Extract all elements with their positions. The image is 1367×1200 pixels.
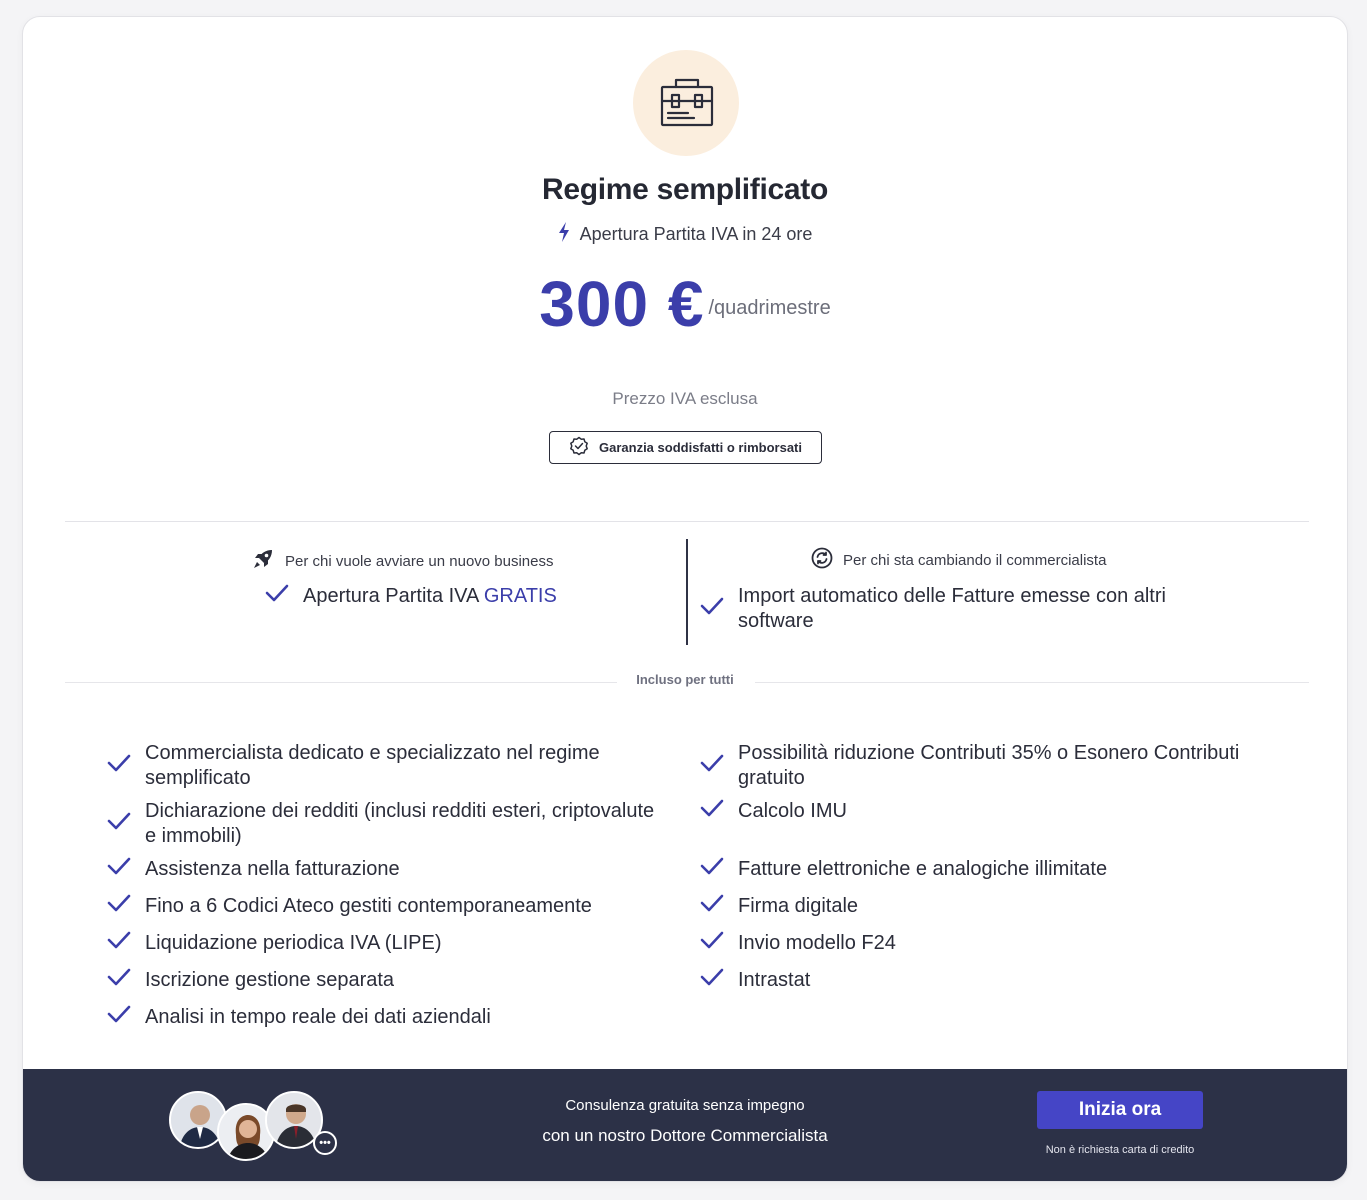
section-divider: [65, 521, 1309, 522]
check-icon: [265, 584, 289, 609]
plan-subtitle: [23, 222, 1347, 247]
subtitle-text: Apertura Partita IVA in 24 ore: [579, 224, 813, 244]
check-icon: [107, 812, 131, 837]
check-icon: [700, 857, 724, 882]
feature-text: Calcolo IMU: [738, 800, 847, 822]
check-icon: [700, 754, 724, 779]
feature-item: [107, 894, 665, 919]
feature-item: [700, 741, 1258, 791]
footer-bar: [23, 1069, 1347, 1182]
price-row: [23, 268, 1347, 340]
segment-right-item-line1: Import automatico delle Fatture emesse con altri: [738, 585, 1166, 607]
segment-divider: [686, 539, 688, 645]
rocket-icon: [251, 547, 275, 575]
check-icon: [700, 894, 724, 919]
segment-switch-accountant-heading: [811, 547, 1106, 573]
segment-right-item: [700, 584, 1166, 634]
feature-text: Assistenza nella fatturazione: [145, 858, 400, 880]
check-icon: [107, 931, 131, 956]
consultation-line2: con un nostro Dottore Commercialista: [542, 1126, 828, 1145]
vat-note: Prezzo IVA esclusa: [612, 389, 758, 408]
feature-item: [107, 1005, 665, 1030]
feature-item: [107, 799, 665, 849]
segment-new-business-heading: [251, 547, 554, 575]
check-icon: [700, 931, 724, 956]
start-now-button[interactable]: Inizia ora: [1037, 1091, 1203, 1129]
feature-text: Fino a 6 Codici Ateco gestiti contemporaneamente: [145, 895, 592, 917]
feature-item: [107, 968, 665, 993]
feature-text: Iscrizione gestione separata: [145, 969, 395, 991]
feature-text: Invio modello F24: [738, 932, 896, 954]
feature-text: Dichiarazione dei redditi (inclusi redditi esteri, criptovalute e immobili): [145, 800, 655, 847]
check-icon: [700, 597, 724, 622]
feature-text: Possibilità riduzione Contributi 35% o Esonero Contributi gratuito: [738, 742, 1240, 789]
segment-heading-text: Per chi vuole avviare un nuovo business: [285, 552, 554, 570]
feature-text: Firma digitale: [738, 895, 859, 917]
feature-text: Analisi in tempo reale dei dati aziendali: [145, 1006, 491, 1028]
guarantee-text: Garanzia soddisfatti o rimborsati: [599, 440, 802, 455]
plan-title: Regime semplificato: [541, 173, 829, 206]
verified-badge-icon: [569, 436, 589, 459]
feature-item: [107, 857, 665, 882]
feature-text: Liquidazione periodica IVA (LIPE): [145, 932, 442, 954]
feature-text: Fatture elettroniche e analogiche illimitate: [738, 858, 1108, 880]
feature-item: [700, 857, 1258, 882]
lightning-icon: [558, 222, 570, 247]
check-icon: [107, 754, 131, 779]
price-amount: 300 €: [539, 268, 705, 340]
feature-item: [700, 894, 1258, 919]
check-icon: [107, 857, 131, 882]
check-icon: [107, 1005, 131, 1030]
feature-text: Commercialista dedicato e specializzato nel regime semplificato: [145, 742, 600, 789]
consultation-line1: Consulenza gratuita senza impegno: [565, 1097, 805, 1114]
price-period: /quadrimestre: [708, 297, 831, 319]
feature-item: [700, 799, 1258, 824]
segment-left-item: [265, 584, 557, 609]
no-credit-card-note: Non è richiesta carta di credito: [1045, 1144, 1195, 1156]
segment-heading-text: Per chi sta cambiando il commercialista: [843, 551, 1107, 569]
feature-item: [107, 931, 665, 956]
feature-text: Intrastat: [738, 969, 811, 991]
check-icon: [107, 968, 131, 993]
segment-left-item-text: Apertura Partita IVA: [303, 585, 479, 607]
check-icon: [700, 968, 724, 993]
feature-item: [700, 931, 1258, 956]
check-icon: [107, 894, 131, 919]
pricing-card: [22, 16, 1348, 1182]
more-advisors-icon: •••: [313, 1131, 337, 1155]
feature-item: [107, 741, 665, 791]
gratis-highlight: GRATIS: [483, 585, 557, 607]
segment-right-item-line2: software: [738, 610, 814, 632]
guarantee-badge: [549, 431, 822, 464]
briefcase-icon: [633, 50, 739, 156]
feature-item: [700, 968, 1258, 993]
switch-arrows-icon: [811, 547, 833, 573]
included-label: Incluso per tutti: [636, 672, 734, 687]
check-icon: [700, 799, 724, 824]
